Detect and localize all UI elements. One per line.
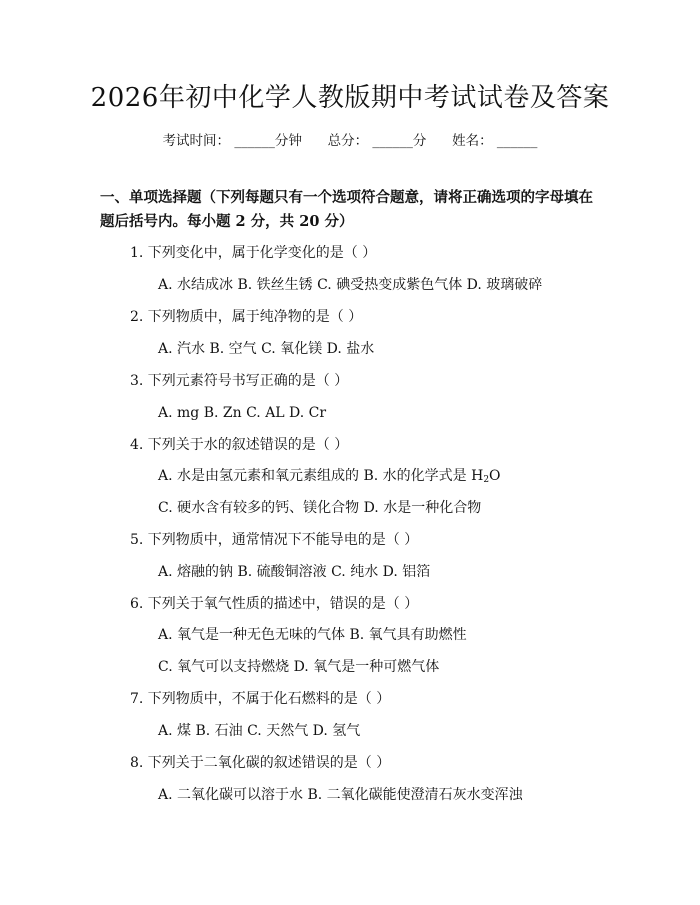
question-1-options: A. 水结成冰 B. 铁丝生锈 C. 碘受热变成紫色气体 D. 玻璃破碎 [158,277,543,293]
question-2: 2. 下列物质中，属于纯净物的是（ ） [130,309,363,325]
question-5-options: A. 熔融的钠 B. 硫酸铜溶液 C. 纯水 D. 铝箔 [158,564,431,580]
question-3-options: A. mg B. Zn C. AL D. Cr [158,405,327,421]
question-8-options: A. 二氧化碳可以溶于水 B. 二氧化碳能使澄清石灰水变浑浊 [158,787,523,803]
question-6-options-line-1: A. 氧气是一种无色无味的气体 B. 氧气具有助燃性 [158,627,467,643]
question-7-options: A. 煤 B. 石油 C. 天然气 D. 氢气 [158,723,361,739]
question-8: 8. 下列关于二氧化碳的叙述错误的是（ ） [130,755,391,771]
exam-title: 2026年初中化学人教版期中考试试卷及答案 [90,83,610,113]
question-6: 6. 下列关于氧气性质的描述中，错误的是（ ） [130,596,419,612]
question-5: 5. 下列物质中，通常情况下不能导电的是（ ） [130,532,419,548]
question-4: 4. 下列关于水的叙述错误的是（ ） [130,437,349,453]
question-4-options-line-2: C. 硬水含有较多的钙、镁化合物 D. 水是一种化合物 [158,500,482,516]
question-4-options-text: A. 水是由氢元素和氧元素组成的 B. 水的化学式是 H [158,468,484,484]
formula-tail: O [489,468,501,484]
exam-meta-line: 考试时间： ______分钟 总分： ______分 姓名： ______ [162,133,538,149]
question-3: 3. 下列元素符号书写正确的是（ ） [130,373,349,389]
question-4-options-line-1 [158,466,501,490]
question-7: 7. 下列物质中，不属于化石燃料的是（ ） [130,691,391,707]
section-heading: 一、单项选择题（下列每题只有一个选项符合题意，请将正确选项的字母填在题后括号内。每小题 2 分，共 20 分） [100,189,593,230]
formula-subscript: 2 [483,475,490,485]
question-6-options-line-2: C. 氧气可以支持燃烧 D. 氧气是一种可燃气体 [158,659,440,675]
question-1: 1. 下列变化中，属于化学变化的是（ ） [130,245,377,261]
question-2-options: A. 汽水 B. 空气 C. 氧化镁 D. 盐水 [158,341,375,357]
